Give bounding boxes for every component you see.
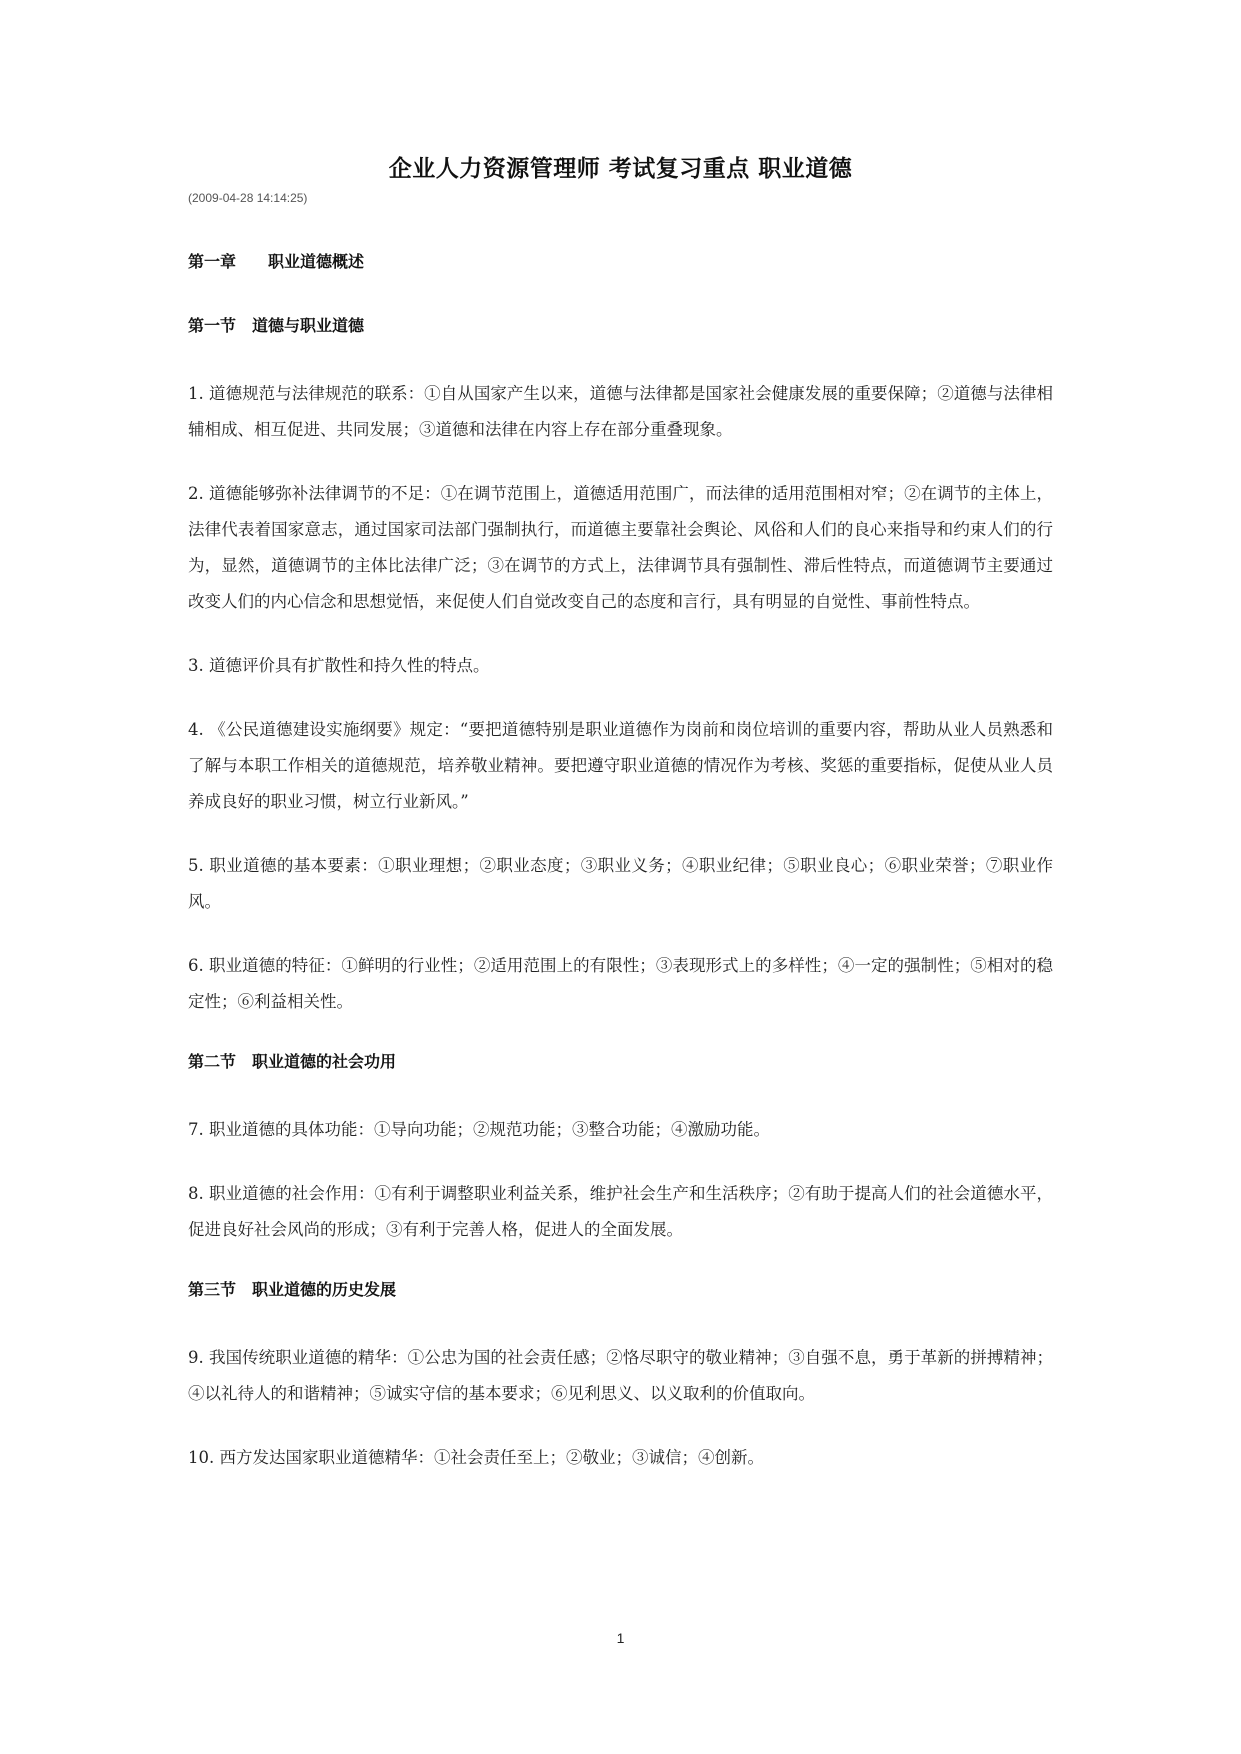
section-heading: 第三节 职业道德的历史发展 [188,1280,397,1299]
paragraph: 2. 道德能够弥补法律调节的不足：①在调节范围上，道德适用范围广，而法律的适用范围相对窄；②在调节的主体上，法律代表着国家意志，通过国家司法部门强制执行，而道德主要靠社会舆论、风俗和人们的良心来指导和约束人们的行为，显然，道德调节的主体比法律广泛；③在调节的方式上，法律调节具有强制性、滞后性特点，而道德调节主要通过改变人们的内心信念和思想觉悟，来促使人们自觉改变自己的态度和言行，具有明显的自觉性、事前性特点。 [188,484,1053,611]
paragraph: 3. 道德评价具有扩散性和持久性的特点。 [188,656,490,675]
page-number: 1 [616,1630,625,1646]
publish-date: (2009-04-28 14:14:25) [188,191,308,205]
document-title: 企业人力资源管理师 考试复习重点 职业道德 [388,156,853,182]
paragraph: 4. 《公民道德建设实施纲要》规定：“要把道德特别是职业道德作为岗前和岗位培训的重要内容，帮助从业人员熟悉和了解与本职工作相关的道德规范，培养敬业精神。要把遵守职业道德的情况作为考核、奖惩的重要指标，促使从业人员养成良好的职业习惯，树立行业新风。” [188,720,1053,811]
chapter-heading: 第一章 职业道德概述 [188,252,365,271]
paragraph: 6. 职业道德的特征：①鲜明的行业性；②适用范围上的有限性；③表现形式上的多样性；④一定的强制性；⑤相对的稳定性；⑥利益相关性。 [188,956,1053,1011]
section-heading: 第二节 职业道德的社会功用 [188,1052,397,1071]
paragraph: 8. 职业道德的社会作用：①有利于调整职业利益关系，维护社会生产和生活秩序；②有助于提高人们的社会道德水平，促进良好社会风尚的形成；③有利于完善人格，促进人的全面发展。 [188,1184,1053,1239]
document-body [188,248,1053,1476]
paragraph: 5. 职业道德的基本要素：①职业理想；②职业态度；③职业义务；④职业纪律；⑤职业良心；⑥职业荣誉；⑦职业作风。 [188,856,1053,911]
paragraph: 10. 西方发达国家职业道德精华：①社会责任至上；②敬业；③诚信；④创新。 [188,1448,764,1467]
paragraph: 1. 道德规范与法律规范的联系：①自从国家产生以来，道德与法律都是国家社会健康发展的重要保障；②道德与法律相辅相成、相互促进、共同发展；③道德和法律在内容上存在部分重叠现象。 [188,384,1053,439]
section-heading: 第一节 道德与职业道德 [188,316,365,335]
paragraph: 9. 我国传统职业道德的精华：①公忠为国的社会责任感；②恪尽职守的敬业精神；③自强不息，勇于革新的拼搏精神；④以礼待人的和谐精神；⑤诚实守信的基本要求；⑥见利思义、以义取利的价值取向。 [188,1348,1053,1403]
paragraph: 7. 职业道德的具体功能：①导向功能；②规范功能；③整合功能；④激励功能。 [188,1120,770,1139]
